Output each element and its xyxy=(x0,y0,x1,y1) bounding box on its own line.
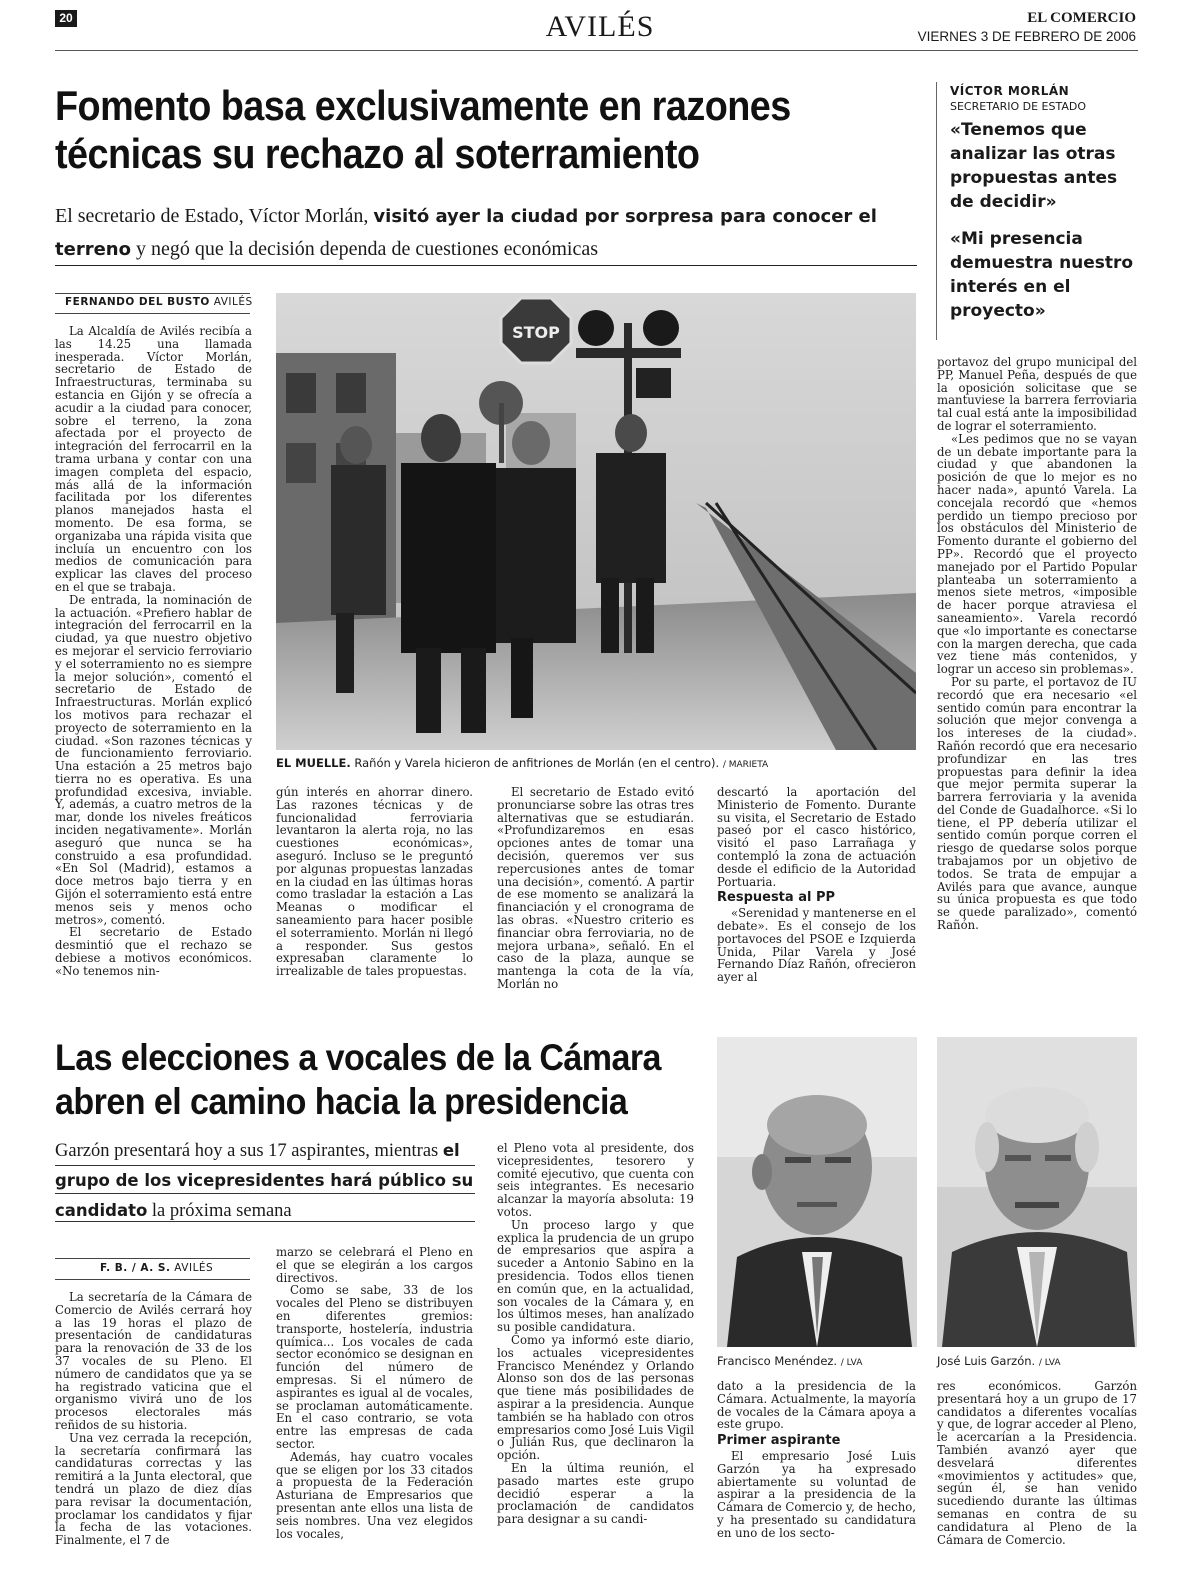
sidebar-name: VÍCTOR MORLÁN xyxy=(950,84,1070,98)
portrait-caption-garzon: José Luis Garzón. / LVA xyxy=(937,1354,1061,1368)
page-number: 20 xyxy=(55,10,77,27)
paragraph: Una vez cerrada la recepción, la secretaría confirmará las candidaturas correctas y las remitirá a la Junta electoral, que tendrá un plazo de diez días para revisar la documentación, proclamar los candidatos y fijar la fecha de las votaciones. Finalmente, el 7 de xyxy=(55,1430,252,1548)
section-title: AVILÉS xyxy=(545,10,655,43)
paragraph: Un proceso largo y que explica la prudencia de un grupo de empresarios que aspira a suceder a Antonio Sabino en la presidencia. Todos ellos tienen en común que, en la actualidad, son vocales de la Cámara y, en los últimos meses, han analizado su posible candidatura. xyxy=(497,1217,694,1335)
article2-column-2 xyxy=(276,1246,473,1571)
paragraph: El empresario José Luis Garzón ya ha expresado abiertamente su voluntad de aspirar a la presidencia de la Cámara de Comercio y, de hecho, y ha presentado su candidatura en uno de los secto- xyxy=(717,1448,916,1540)
article1-photo xyxy=(276,293,916,750)
paragraph: «Les pedimos que no se vayan de un debate importante para la ciudad y que abandonen la posición de que lo mejor es no hacer nada», apuntó Varela. La concejala recordó que «hemos perdido un tiempo precioso por los obstáculos del Ministerio de Fomento durante el gobierno del PP». Recordó que el proyecto manejado por el Partido Popular planteaba un soterramiento a menos siete metros, «imposible de hacer porque atraviesa el saneamiento». Varela recordó que «lo importante es conectarse con la margen derecha, que cada vez tiene más contenidos, y lograr un acceso sin problemas». xyxy=(937,431,1137,677)
article1-column-1 xyxy=(55,325,252,995)
paragraph: «Serenidad y mantenerse en el debate». Es el consejo de los portavoces del PSOE e Izquierda Unida, Pilar Varela y José Fernando Díaz Rañón, ofrecieron ayer al xyxy=(717,906,916,985)
byline-rule xyxy=(55,1279,250,1280)
byline-rule xyxy=(55,1258,250,1259)
article2-deck: Garzón presentará hoy a sus 17 aspirantes, mientras el grupo de los vicepresidentes hará público su candidato la próxima semana xyxy=(55,1141,474,1221)
paragraph: descartó la aportación del Ministerio de Fomento. Durante su visita, el Secretario de Estado paseó por el casco histórico, visitó el paso Larrañaga y contempló la zona de actuación desde el edificio de la Autoridad Portuaria. xyxy=(717,786,916,889)
deck-rule xyxy=(55,1221,475,1222)
portrait-photo-garzon xyxy=(937,1037,1137,1347)
sidebar-quote: «Mi presencia demuestra nuestro interés en el proyecto» xyxy=(950,229,1134,321)
issue-date: VIERNES 3 DE FEBRERO DE 2006 xyxy=(917,29,1136,44)
deck-rule xyxy=(55,1165,475,1166)
paragraph: La Alcaldía de Avilés recibía a las 14.25 una llamada inesperada. Víctor Morlán, secretario de Estado de Infraestructuras, terminaba su estancia en Gijón y se ofrecía a acudir a la ciudad para conocer, sobre el terreno, la zona afectada por el proyecto de integración del ferrocarril en la trama urbana y contar con una imagen completa del espacio, más allá de la información facilitada por los diferentes planos manejados hasta el momento. De esa forma, se organizaba una rápida visita que incluía un encuentro con los medios de comunicación para explicar las claves del proceso en el que se trabaja. xyxy=(55,325,252,594)
article1-column-2 xyxy=(276,786,473,996)
byline-rule xyxy=(55,313,250,314)
paragraph: res económicos. Garzón presentará hoy a un grupo de 17 candidatos a diferentes vocalías y que, de lograr acceder al Pleno, le acercarían a la Presidencia. También avanzó ayer que desvelará diferentes «movimientos y actitudes» que, según él, se han venido sucediendo durante las últimas semanas en contra de su candidatura al Pleno de la Cámara de Comercio. xyxy=(937,1380,1137,1547)
paragraph: gún interés en ahorrar dinero. Las razones técnicas y de funcionalidad ferroviaria levantaron la alerta roja, no las cuestiones económicas», aseguró. Incluso se le preguntó por algunas propuestas lanzadas en la ciudad en las últimas horas como trasladar la estación a Las Meanas o modificar el saneamiento para hacer posible el soterramiento. Morlán ni llegó a responder. Sus gestos expresaban claramente lo irrealizable de tales propuestas. xyxy=(276,786,473,979)
article1-column-4 xyxy=(717,786,916,996)
article1-column-3 xyxy=(497,786,694,996)
article1-subhead: Respuesta al PP xyxy=(717,890,836,906)
article1-byline: FERNANDO DEL BUSTO AVILÉS xyxy=(65,296,253,308)
paragraph: dato a la presidencia de la Cámara. Actualmente, la mayoría de vocales de la Cámara apoya a este grupo. xyxy=(717,1380,916,1432)
paragraph: portavoz del grupo municipal del PP, Manuel Peña, después de que la oposición solicitase que se mantuviese la barrera ferroviaria tal cual está ante la imposibilidad de lograr el soterramiento. xyxy=(937,356,1137,433)
article1-column-5 xyxy=(937,356,1137,996)
article2-column-4 xyxy=(717,1380,916,1571)
paragraph: La secretaría de la Cámara de Comercio de Avilés cerrará hoy a las 19 horas el plazo de presentación de candidaturas para la renovación de 33 de los 37 vocales de su Pleno. El número de candidatos que ya se ha registrado vaticina que el organismo vivirá uno de los procesos electorales más reñidos de su historia. xyxy=(55,1291,252,1432)
paragraph: Como ya informó este diario, los actuales vicepresidentes Francisco Menéndez y Orlando Alonso son dos de las personas que tiene más posibilidades de aspirar a la presidencia. Aunque también se ha hablado con otros empresarios como José Luis Vigil o Julián Rus, que declinaron la opción. xyxy=(497,1332,694,1463)
sidebar-quote: «Tenemos que analizar las otras propuestas antes de decidir» xyxy=(950,120,1118,212)
sidebar-rule xyxy=(936,82,937,340)
paragraph: El secretario de Estado evitó pronunciarse sobre las otras tres alternativas que se estudiarán. «Profundizaremos en esas opciones antes de tomar una decisión, queremos ver sus repercusiones antes de tomar una decisión», comentó. A partir de ese momento se analizará la financiación y el cronograma de las obras. «Nuestro criterio es financiar obra ferroviaria, no de mejora urbana», señaló. En el caso de la plaza, aunque se mantenga la cota de la vía, Morlán no xyxy=(497,786,694,991)
portrait-caption-menendez: Francisco Menéndez. / LVA xyxy=(717,1354,863,1368)
paragraph: De entrada, la nominación de la actuación. «Prefiero hablar de integración del ferrocarril en la ciudad, ya que nuestro objetivo es mejorar el servicio ferroviario y el soterramiento no es siempre la mejor solución», comentó el secretario de Estado de Infraestructuras. Morlán explicó los motivos para rechazar el proyecto de soterramiento en la ciudad. «Son razones técnicas y de funcionamiento ferroviario. Una estación a 25 metros bajo tierra no es operativa. Es una profundidad excesiva, inviable. Y, además, a cuatro metros de la mar, donde los niveles freáticos inciden negativamente». Morlán aseguró que nunca se ha construido a esa profundidad. «En Sol (Madrid), estamos a doce metros bajo tierra y en Gijón el soterramiento está entre menos seis y menos ocho metros», comentó. xyxy=(55,592,252,927)
article2-subhead: Primer aspirante xyxy=(717,1433,841,1449)
paragraph: Por su parte, el portavoz de IU recordó que era necesario «el sentido común para encontrar la solución que mejor convenga a los intereses de la ciudad». Rañón recordó que era necesario profundizar en las tres propuestas para definir la idea que mejor permita superar la barrera ferroviaria y la avenida del Conde de Guadalhorce. «Si lo tiene, el PP debería utilizar el sentido común porque corren el riesgo de quedarse solos porque trabajamos por un objetivo de todos. Se trata de empujar a Avilés para que avance, aunque su única propuesta es que todo se quede paralizado», comentó Rañón. xyxy=(937,674,1137,933)
article1-deck: El secretario de Estado, Víctor Morlán, visitó ayer la ciudad por sorpresa para conocer el terreno y negó que la decisión dependa de cuestiones económicas xyxy=(55,205,877,260)
article2-column-3 xyxy=(497,1142,694,1571)
newspaper-name: EL COMERCIO xyxy=(1027,10,1136,26)
sidebar-role: SECRETARIO DE ESTADO xyxy=(950,100,1087,113)
paragraph: Como se sabe, 33 de los vocales del Pleno se distribuyen en diferentes gremios: transporte, hostelería, industria química... Los vocales de cada sector económico se designan en función del número de empresas. Si el número de aspirantes es igual al de vocales, se proclaman automáticamente. En el caso contrario, se vota entre las empresas de cada sector. xyxy=(276,1283,473,1451)
portrait-photo-menendez xyxy=(717,1037,917,1347)
article2-byline: F. B. / A. S. AVILÉS xyxy=(100,1262,214,1274)
article1-headline: Fomento basa exclusivamente en razones técnicas su rechazo al soterramiento xyxy=(55,82,791,177)
paragraph: El secretario de Estado desmintió que el rechazo se debiese a motivos económicos. «No tenemos nin- xyxy=(55,925,252,978)
article2-column-1 xyxy=(55,1291,252,1571)
byline-rule xyxy=(55,293,250,294)
deck-rule xyxy=(55,1193,475,1194)
stop-sign-text: STOP xyxy=(512,323,560,342)
article1-photo-caption: EL MUELLE. Rañón y Varela hicieron de anfitriones de Morlán (en el centro). / MARIETA xyxy=(276,756,769,770)
paragraph: marzo se celebrará el Pleno en el que se elegirán a los cargos directivos. xyxy=(276,1246,473,1285)
deck-rule xyxy=(55,265,917,266)
paragraph: Además, hay cuatro vocales que se eligen por los 33 citados a propuesta de la Federación Asturiana de Empresarios que presentan ante ellos una lista de seis nombres. Una vez elegidos los vocales, xyxy=(276,1449,473,1541)
article2-headline: Las elecciones a vocales de la Cámara abren el camino hacia la presidencia xyxy=(55,1037,661,1122)
paragraph: En la última reunión, el pasado martes este grupo decidió esperar a la proclamación de candidatos para designar a su candi- xyxy=(497,1460,694,1527)
header-rule xyxy=(55,50,1138,51)
article2-column-5 xyxy=(937,1380,1137,1571)
paragraph: el Pleno vota al presidente, dos vicepresidentes, tesorero y comité ejecutivo, que cuenta con seis integrantes. Es necesario alcanzar la mayoría absoluta: 19 votos. xyxy=(497,1142,694,1219)
